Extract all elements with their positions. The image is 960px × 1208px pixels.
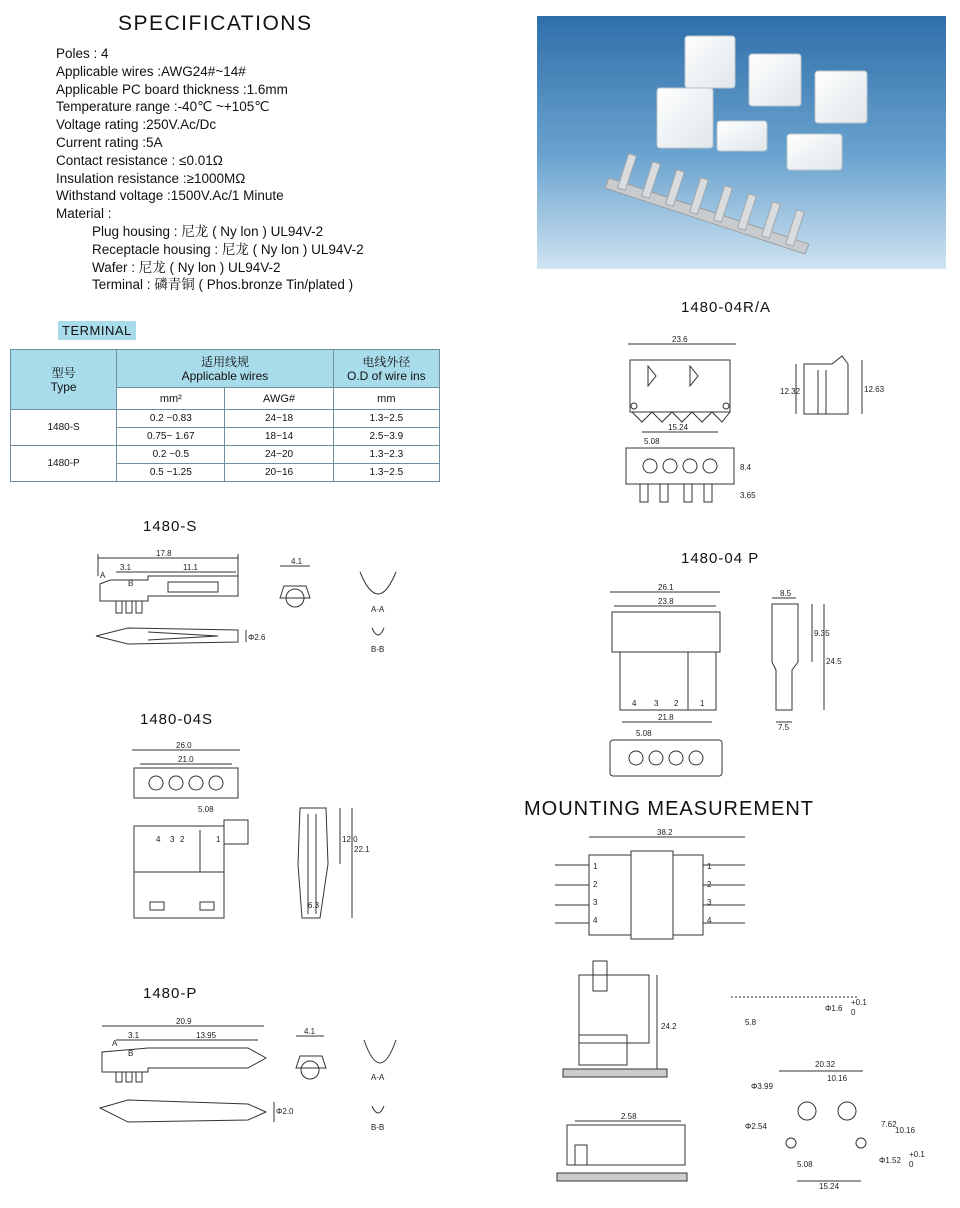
label-b: B — [128, 1049, 134, 1058]
awg-cell: 18~14 — [225, 428, 333, 446]
pin-label: 1 — [707, 862, 712, 871]
hole-big: Φ3.99 — [751, 1082, 773, 1091]
dim-diameter: Φ2.6 — [248, 633, 266, 642]
type-header-en: Type — [50, 379, 77, 394]
spec-line: Contact resistance : ≤0.01Ω — [56, 152, 223, 168]
od-header — [333, 350, 439, 388]
spec-line: Material : — [56, 206, 112, 222]
material-line: Receptacle housing : 尼龙 ( Ny lon ) UL94V-2 — [92, 241, 364, 257]
dim-height-1: 12.0 — [342, 835, 358, 844]
dim-width: 23.6 — [672, 335, 688, 344]
od-cell: 1.3~2.3 — [333, 446, 439, 464]
dim-length: 17.8 — [156, 549, 172, 558]
od-header-cn: 电线外径 — [362, 354, 411, 369]
dim-length: 38.2 — [657, 828, 673, 837]
pin-label: 4 — [593, 916, 598, 925]
title-1480-s: 1480-S — [143, 518, 198, 535]
dim-width: 4.1 — [304, 1027, 316, 1036]
tol-plus: +0.1 — [909, 1150, 925, 1159]
spec-line: Applicable PC board thickness :1.6mm — [56, 81, 288, 97]
mm-header: mm — [333, 388, 439, 410]
spec-line: Voltage rating :250V.Ac/Dc — [56, 117, 217, 133]
pin-label: 4 — [707, 916, 712, 925]
dim-height-4: 3.65 — [740, 491, 756, 500]
type-header — [11, 350, 117, 410]
dim-length: 20.9 — [176, 1017, 192, 1026]
material-line: Wafer : 尼龙 ( Ny lon ) UL94V-2 — [92, 259, 281, 275]
dim-width: 26.0 — [176, 741, 192, 750]
od-header-en: O.D of wire ins — [346, 368, 426, 383]
od-cell: 1.3~2.5 — [333, 410, 439, 428]
dim-pitch: 5.08 — [636, 729, 652, 738]
title-1480-p: 1480-P — [143, 985, 198, 1002]
drawing-mounting — [545, 825, 935, 1195]
tol-zero: 0 — [909, 1160, 914, 1169]
title-1480-04s: 1480-04S — [140, 711, 214, 728]
dim-a: 3.1 — [120, 563, 132, 572]
spec-line: Current rating :5A — [56, 134, 163, 150]
label-b: B — [128, 579, 134, 588]
mm2-cell: 0.2 ~0.5 — [117, 446, 225, 464]
type-cell: 1480-S — [11, 410, 117, 446]
label-a: A — [100, 571, 106, 580]
wires-header-cn: 适用线规 — [200, 354, 249, 369]
spec-heading: SPECIFICATIONS — [118, 12, 313, 35]
hole-small: Φ2.54 — [745, 1122, 767, 1131]
mm2-header: mm² — [117, 388, 225, 410]
pin-label: 1 — [700, 699, 705, 708]
spec-line: Insulation resistance :≥1000MΩ — [56, 170, 246, 186]
type-header-cn: 型号 — [51, 365, 76, 380]
pin-label: 3 — [707, 898, 712, 907]
pin-label: 2 — [674, 699, 679, 708]
dim-pitch: 5.08 — [644, 437, 660, 446]
title-mounting: MOUNTING MEASUREMENT — [524, 798, 814, 820]
dim-height-2: 22.1 — [354, 845, 370, 854]
od-cell: 1.3~2.5 — [333, 464, 439, 482]
dim-depth-4: 7.5 — [778, 723, 790, 732]
section-bb: B-B — [371, 645, 385, 654]
material-line: Terminal : 磷青铜 ( Phos.bronze Tin/plated ) — [92, 277, 354, 293]
pin-label: 2 — [180, 835, 185, 844]
dim-b: 2.58 — [621, 1112, 637, 1121]
tol-zero: 0 — [851, 1008, 856, 1017]
awg-cell: 20~16 — [225, 464, 333, 482]
mm2-cell: 0.5 ~1.25 — [117, 464, 225, 482]
dim-span: 15.24 — [819, 1182, 840, 1191]
drawing-1480-p — [88, 1014, 418, 1139]
dim-pitch-2: 5.08 — [797, 1160, 813, 1169]
dim-diameter: Φ2.0 — [276, 1107, 294, 1116]
hole-2: Φ1.52 — [879, 1156, 901, 1165]
dim-width-3: 21.8 — [658, 713, 674, 722]
spec-line: Withstand voltage :1500V.Ac/1 Minute — [56, 188, 284, 204]
product-photo — [537, 16, 946, 269]
pin-label: 4 — [632, 699, 637, 708]
pin-label: 2 — [593, 880, 598, 889]
dim-pitch-1: 5.8 — [745, 1018, 757, 1027]
spec-line: Poles : 4 — [56, 46, 109, 61]
section-aa: A-A — [371, 1073, 385, 1082]
table-row — [11, 410, 440, 428]
wires-header-en: Applicable wires — [181, 368, 269, 383]
dim-width: 20.32 — [815, 1060, 836, 1069]
tol-plus: +0.1 — [851, 998, 867, 1007]
dim-depth-1: 8.5 — [780, 589, 792, 598]
hole-1: Φ1.6 — [825, 1004, 843, 1013]
label-a: A — [112, 1039, 118, 1048]
awg-header: AWG# — [225, 388, 333, 410]
dim-b: 11.1 — [183, 563, 198, 572]
mm2-cell: 0.2 ~0.83 — [117, 410, 225, 428]
awg-cell: 24~20 — [225, 446, 333, 464]
dim-y2: 10.16 — [895, 1126, 916, 1135]
pin-label: 1 — [593, 862, 598, 871]
od-cell: 2.5~3.9 — [333, 428, 439, 446]
terminal-table — [10, 349, 440, 482]
drawing-1480-04ra — [612, 330, 912, 520]
dim-height-1: 12.32 — [780, 387, 801, 396]
mm2-cell: 0.75~ 1.67 — [117, 428, 225, 446]
title-1480-04ra: 1480-04R/A — [681, 299, 772, 316]
dim-pitch: 5.08 — [198, 805, 214, 814]
title-1480-04p: 1480-04 P — [681, 550, 760, 567]
pin-label: 2 — [707, 880, 712, 889]
dim-width: 4.1 — [291, 557, 303, 566]
table-row — [11, 446, 440, 464]
terminal-badge: TERMINAL — [58, 321, 136, 340]
dim-depth-2: 9.35 — [814, 629, 830, 638]
wires-header — [117, 350, 333, 388]
dim-y1: 7.62 — [881, 1120, 897, 1129]
dim-height-3: 8.4 — [740, 463, 752, 472]
pin-label: 3 — [593, 898, 598, 907]
section-aa: A-A — [371, 605, 385, 614]
dim-inner: 21.0 — [178, 755, 194, 764]
type-cell: 1480-P — [11, 446, 117, 482]
dim-width-2: 23.8 — [658, 597, 674, 606]
awg-cell: 24~18 — [225, 410, 333, 428]
spec-line: Applicable wires :AWG24#~14# — [56, 63, 246, 79]
dim-height: 24.2 — [661, 1022, 677, 1031]
drawing-1480-04p — [600, 578, 860, 783]
pin-label: 3 — [654, 699, 659, 708]
drawing-1480-04s — [120, 738, 390, 923]
pin-label: 3 — [170, 835, 175, 844]
dim-b: 13.95 — [196, 1031, 217, 1040]
dim-center: 10.16 — [827, 1074, 848, 1083]
material-line: Plug housing : 尼龙 ( Ny lon ) UL94V-2 — [92, 223, 324, 239]
dim-a: 3.1 — [128, 1031, 140, 1040]
pin-label: 4 — [156, 835, 161, 844]
dim-span: 15.24 — [668, 423, 689, 432]
dim-depth: 6.3 — [308, 901, 320, 910]
section-bb: B-B — [371, 1123, 385, 1132]
spec-line: Temperature range :-40℃ ~+105℃ — [56, 99, 270, 115]
pin-label: 1 — [216, 835, 221, 844]
drawing-1480-s — [88, 546, 418, 666]
dim-height-2: 12.63 — [864, 385, 885, 394]
spec-list — [56, 45, 364, 294]
dim-depth-3: 24.5 — [826, 657, 842, 666]
dim-width-1: 26.1 — [658, 583, 674, 592]
